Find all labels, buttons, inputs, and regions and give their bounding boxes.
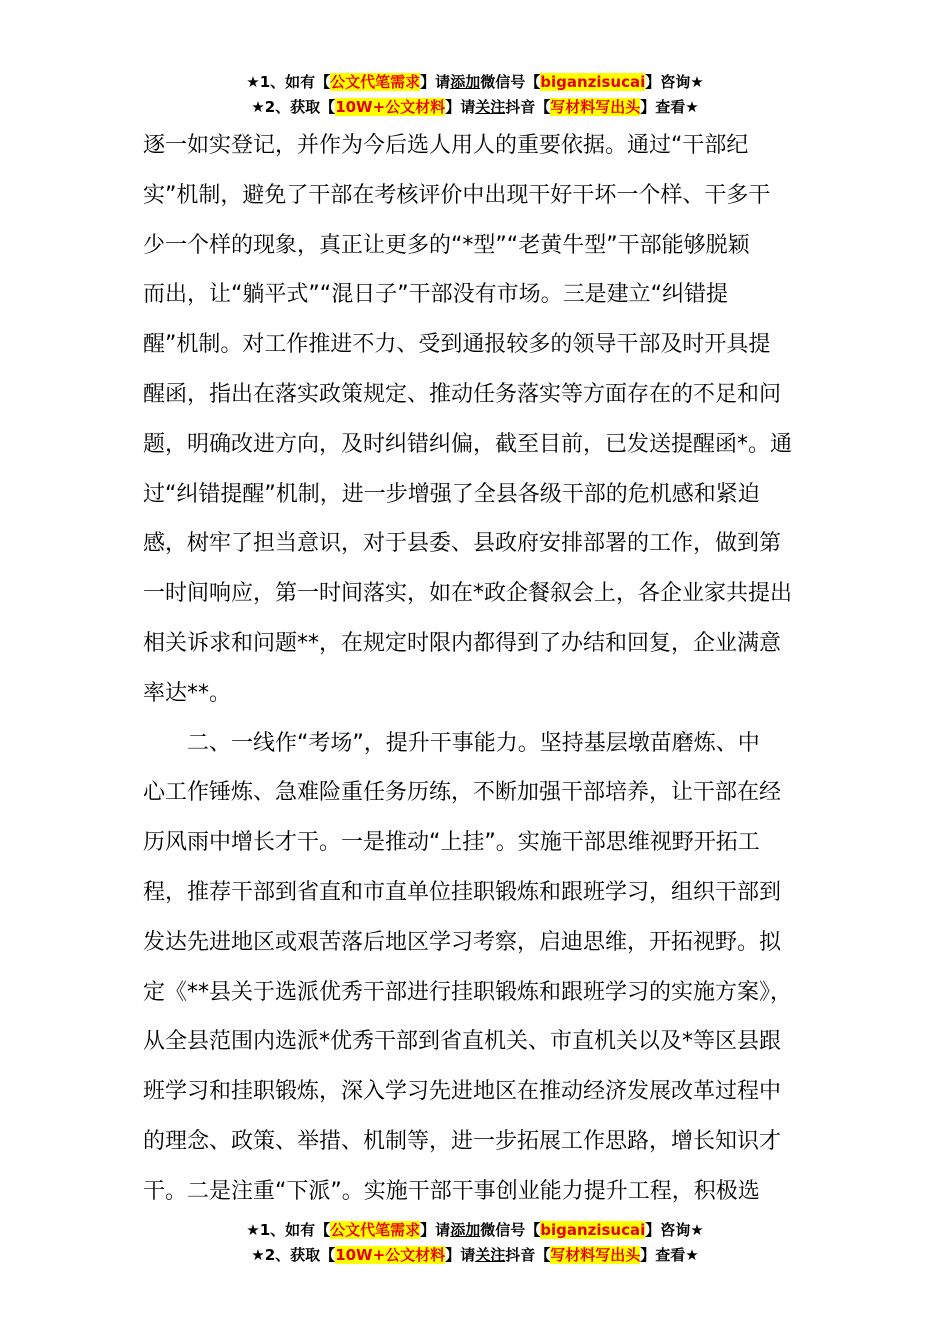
highlight-service: 公文代笔需求 [330,73,421,91]
banner-line-2: ★2、获取【10W+公文材料】请关注抖音【写材料写出头】查看★ [251,98,699,116]
text-line: 相关诉求和问题**，在规定时限内都得到了办结和回复，企业满意 [143,630,782,656]
highlight-douyin: 写材料写出头 [550,98,641,116]
text-line: 醒函，指出在落实政策规定、推动任务落实等方面存在的不足和问 [143,381,782,407]
text-line: 少一个样的现象，真正让更多的“*型”“老黄牛型”干部能够脱颖 [143,232,750,258]
text-line: 题，明确改进方向，及时纠错纠偏，截至目前，已发送提醒函*。通 [143,431,793,457]
footer-banner [0,1218,950,1268]
banner-line-1: ★1、如有【公文代笔需求】请添加微信号【biganzisucai】咨询★ [246,73,704,91]
highlight-materials: 10W+公文材料 [335,98,446,116]
banner-line-2: ★2、获取【10W+公文材料】请关注抖音【写材料写出头】查看★ [251,1246,699,1264]
header-banner [0,70,950,120]
text-line: 历风雨中增长才干。一是推动“上挂”。实施干部思维视野开拓工 [143,830,760,856]
text-line: 从全县范围内选派*优秀干部到省直机关、市直机关以及*等区县跟 [143,1029,782,1055]
text-line: 一时间响应，第一时间落实，如在*政企餐叙会上，各企业家共提出 [143,581,793,607]
highlight-service: 公文代笔需求 [330,1221,421,1239]
text-line: 班学习和挂职锻炼，深入学习先进地区在推动经济发展改革过程中 [143,1079,782,1105]
text-line: 的理念、政策、举措、机制等，进一步拓展工作思路，增长知识才 [143,1128,782,1154]
highlight-wechat-id: biganzisucai [540,1221,646,1239]
text-line: 醒”机制。对工作推进不力、受到通报较多的领导干部及时开具提 [143,332,771,358]
document-body [143,121,823,1217]
text-line: 发达先进地区或艰苦落后地区学习考察，启迪思维，开拓视野。拟 [143,929,782,955]
highlight-wechat-id: biganzisucai [540,73,646,91]
text-line: 而出，让“躺平式”“混日子”干部没有市场。三是建立“纠错提 [143,282,728,308]
text-line: 二、一线作“考场”，提升干事能力。坚持基层墩苗磨炼、中 [143,730,760,756]
text-line: 实”机制，避免了干部在考核评价中出现干好干坏一个样、干多干 [143,182,771,208]
banner-line-1: ★1、如有【公文代笔需求】请添加微信号【biganzisucai】咨询★ [246,1221,704,1239]
text-line: 率达**。 [143,680,232,706]
text-line: 干。二是注重“下派”。实施干部干事创业能力提升工程，积极选 [143,1178,760,1204]
text-line: 逐一如实登记，并作为今后选人用人的重要依据。通过“干部纪 [143,133,749,158]
highlight-douyin: 写材料写出头 [550,1246,641,1264]
highlight-materials: 10W+公文材料 [335,1246,446,1264]
text-line: 过“纠错提醒”机制，进一步增强了全县各级干部的危机感和紧迫 [143,481,760,507]
text-line: 定《**县关于选派优秀干部进行挂职锻炼和跟班学习的实施方案》， [143,979,793,1005]
text-line: 程，推荐干部到省直和市直单位挂职锻炼和跟班学习，组织干部到 [143,879,782,905]
text-line: 感，树牢了担当意识，对于县委、县政府安排部署的工作，做到第 [143,531,782,557]
text-line: 心工作锤炼、急难险重任务历练，不断加强干部培养，让干部在经 [143,780,782,806]
